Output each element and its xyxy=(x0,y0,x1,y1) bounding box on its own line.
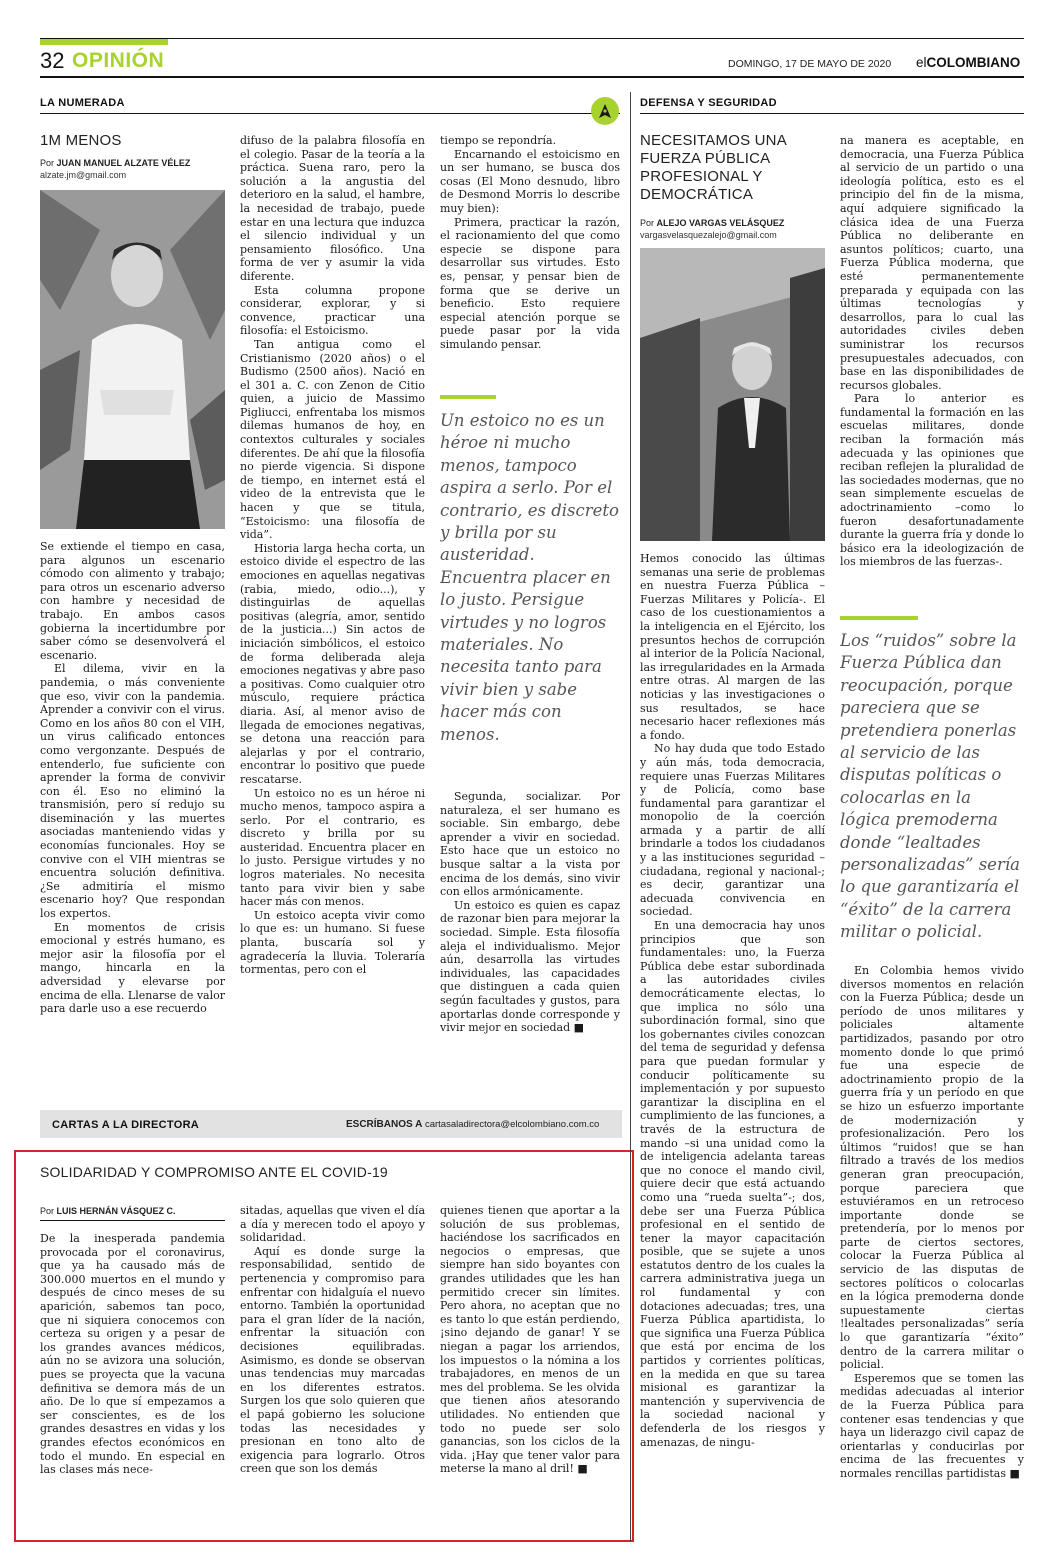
author-photo-alejo-vargas xyxy=(640,248,825,541)
letters-contact xyxy=(346,1119,599,1130)
letters-column-1 xyxy=(40,1232,225,1532)
letters-write-prefix: ESCRÍBANOS A xyxy=(346,1119,423,1130)
newspaper-logo xyxy=(916,55,1020,70)
letters-col1-para: De la inesperada pandemia provocada por el coronavirus, que ya ha causado más de 300.000 muertos en el mundo y después de cinco meses de su aparición, sabemos tan poco, que ni siquiera conocemos con certeza su origen y a pesar de los grandes avances médicos, aún no se avizora una solución, pues se proyecta que la vacuna definitiva se demora más de un año. De lo que sí empezamos a ser conscientes, es de los grandes desastres en vidas y los grandes efectos económicos en todo el mundo. En especial en las clases más nece- xyxy=(40,1232,225,1477)
author-photo-juan-manuel xyxy=(40,190,225,529)
article1-col1-para: En momentos de crisis emocional y estrés humano, es mejor asir la filosofía por el mango, hincarla en la adversidad y elevarse por encima de ella. Llenarse de valor para darle uso a ese recuerdo xyxy=(40,920,225,1016)
article2-col2-para: na manera es aceptable, en democracia, una Fuerza Pública al servicio de un partido o una ideología política, esto es el principio del fin de la misma, aquí adquiere significado la clásica idea de una Fuerza Pública no deliberante en asuntos políticos; cuarto, una Fuerza Pública moderna, que esté permanentemente preparada y equipada con las últimas tecnologías y desarrollos, para lo cual las autoridades civiles deben suministrar los recursos presupuestales adecuados, con base en las disponibilidades de recursos globales. xyxy=(840,134,1024,392)
article1-col2-para: Un estoico acepta vivir como lo que es: un humano. Si fuese planta, buscaría sol y agradecería la lluvia. Toleraría tormentas, pero con el xyxy=(240,908,425,977)
article1-pull-quote: Un estoico no es un héroe ni mucho menos, tampoco aspira a serlo. Por el contrario, es discreto y brilla por su austeridad. Encuentra placer en lo justo. Persigue virtudes y no logros materiales. No necesita tanto para vivir bien y sabe hacer más con menos. xyxy=(440,411,619,744)
byline-prefix: Por xyxy=(640,218,655,228)
byline-prefix: Por xyxy=(40,1206,55,1216)
article1-col3-para: tiempo se repondría. xyxy=(440,134,557,147)
section-title: OPINIÓN xyxy=(72,49,165,72)
article2-col1-para: Hemos conocido las últimas semanas una serie de problemas en nuestra Fuerza Pública –Fuerzas Militares y Policía-. El caso de los cuestionamientos a la inteligencia en el Ejército, los presuntos hechos de corrupción al interior de la Policía Nacional, las irregularidades en la Armada entre otras. Al margen de las noticias y las investigaciones o sus resultados, se hace necesario hacer reflexiones más a fondo. xyxy=(640,552,825,742)
byline-prefix: Por xyxy=(40,158,55,168)
letters-byline-rule xyxy=(40,1220,225,1221)
article1-col2-para: difuso de la palabra filosofía en el colegio. Pasar de la teoría a la práctica. Suena raro, pero la solución a la angustia del deterioro en la salud, el hambre, la necesidad de trabajo, puede estar en una lectura que induzca el silencio individual y un pensamiento filosófico. Una forma de ver y asumir la vida diferente. xyxy=(240,134,425,283)
article2-col2-para: En Colombia hemos vivido diversos momentos en relación con la Fuerza Pública; desde un período de unos militares y policiales altamente partidizados, pasando por otro momento donde lo que primó fue una especie de adoctrinamiento propio de la guerra fría y un período en que se hizo un esfuerzo importante de modernización y profesionalización. Pero los últimos “ruidos! que se han filtrado a través de los medios generan gran preocupación, porque pareciera que estuviéramos en un retroceso importante donde se pretendería, por lo menos por parte de ciertos sectores, colocar la Fuerza Pública al servicio de las disputas de sectores políticos o colocarlas en la lógica premoderna donde supuestamente ciertas !lealtades personalizadas” sería lo que garantizaría “éxito” dentro de la carrera militar o policial. xyxy=(840,964,1024,1372)
pull-quote-accent-bar xyxy=(840,616,918,620)
letters-author: LUIS HERNÁN VÁSQUEZ C. xyxy=(56,1206,176,1216)
section-rule-right xyxy=(640,113,1024,114)
letters-col2-para: Aquí es donde surge la responsabilidad, sentido de pertenencia y compromiso para enfrentar con hidalguía el nuevo entorno. También la oportunidad para el gran líder de la nación, enfrentar la situación con decisiones equilibradas. Asimismo, es donde se observan unas tendencias muy marcadas en los diferentes estratos. Surgen los que solo quieren que el papá gobierno les solucione todas las necesidades y presionan en tono alto de exigencia para lograrlo. Otros creen que son los demás xyxy=(240,1244,425,1476)
article2-email: vargasvelasquezalejo@gmail.com xyxy=(640,230,777,240)
article1-col3-para: Primera, practicar la razón, el racionamiento del que como especie se dispone para desarrollar sus virtudes. Esto es, pensar, y pensar bien de forma que se derive un beneficio. Esto requiere especial atención porque se puede pasar por la vida simulando pensar. xyxy=(440,215,620,351)
article1-col2-para: Historia larga hecha corta, un estoico divide el espectro de las emociones en aquellas negativas (rabia, miedo, odio...), y distinguirlas de aquellas positivas (alegría, amor, sentido de la justicia...) Sin actos de iniciación simbólicos, el estoico de forma deliberada aleja emociones negativas y abre paso a positivas. Como cualquier otro músculo, requiere práctica diaria. Así, al menor aviso de llegada de emociones negativas, se detona una reacción para alejarlas y por el contrario, encontrar lo positivo que puede rescatarse. xyxy=(240,541,425,786)
article1-col3-para: Un estoico es quien es capaz de razonar bien para mejorar la sociedad. Simple. Esta filosofía aleja el individualismo. Mejor aún, desarrolla las virtudes individuales, las capacidades que distinguen a cada quien según facultades y gustos, para aportarlas donde corresponde y vivir mejor en sociedad ■ xyxy=(440,898,620,1035)
article2-col1-para: En una democracia hay unos principios que son fundamentales: uno, la Fuerza Pública debe estar subordinada a las autoridades civiles democráticamente electas, lo que implica no sólo una subordinación formal, sino que los gobernantes civiles conozcan del tema de seguridad y defensa para que puedan formular y conducir políticamente su implementación y por supuesto garantizar la disciplina en el cumplimiento de las funciones, a través de la estructura de mando –si una unidad como la de inteligencia adelanta tareas que no conoce el mando civil, quiere decir que está actuando como una “rueda suelta”-; dos, debe ser una Fuerza Pública profesional en el sentido de tener la mayor capacitación posible, que se sujete a unos estatutos dentro de los cuales la carrera administrativa juega un rol fundamental y con dotaciones adecuadas; tres, una Fuerza Pública apartidista, lo que significa una Fuerza Pública que está por encima de los partidos y corrientes políticas, en la medida en que su tarea misional es garantizar la mantención y supervivencia de la sociedad nacional y defenderla de los riesgos y amenazas, de ningu- xyxy=(640,919,825,1449)
logo-main: COLOMBIANO xyxy=(926,55,1021,70)
page-number: 32 xyxy=(40,48,65,73)
article1-headline: 1M MENOS xyxy=(40,132,122,149)
article2-byline xyxy=(640,218,784,228)
letters-column-3 xyxy=(440,1204,620,1532)
logo-prefix: el xyxy=(916,55,927,70)
issue-date: DOMINGO, 17 DE MAYO DE 2020 xyxy=(728,58,892,70)
letters-section-label: CARTAS A LA DIRECTORA xyxy=(52,1119,200,1131)
article1-column-2 xyxy=(240,134,425,1095)
article2-column-2-bottom xyxy=(840,964,1024,1539)
article1-column-1 xyxy=(40,540,225,1095)
article2-headline: NECESITAMOS UNA FUERZA PÚBLICA PROFESIONAL Y DEMOCRÁTICA xyxy=(640,132,787,203)
masthead-rule xyxy=(40,76,1024,78)
column-divider xyxy=(630,92,631,1542)
article1-col1-para: El dilema, vivir en la pandemia, o más conveniente que eso, vivir con la pandemia. Aprender a convivir con el virus. Como en los años 80 con el VIH, un virus calificado entonces como vergonzante. Después de entenderlo, fue suficiente con aprender la forma de convivir con él. Eso no eliminó la transmisión, pero sí redujo su diseminación y las muertes asociadas manteniendo vidas y economías funcionales. Hoy se convive con el VIH mientras se encuentra solución definitiva. ¿Se admitiría el mismo escenario hoy? Que respondan los expertos. xyxy=(40,662,225,921)
article2-pull-quote: Los “ruidos” sobre la Fuerza Pública dan reocupación, porque pareciera que se pretendiera ponerlas al servicio de las disputas políticas o colocarlas en la lógica premoderna donde “lealtades personalizadas” sería lo que garantizaría el “éxito” de la carrera militar o policial. xyxy=(840,631,1020,942)
letters-column-2 xyxy=(240,1204,425,1532)
article1-col2-para: Tan antigua como el Cristianismo (2020 años) o el Budismo (2500 años). Nació en el 301 a. C. con Zenon de Citio quien, a juicio de Massimo Pigliucci, enfrentaba los mismos dilemas humanos de hoy, en contextos culturales y sociales diferentes. De ahí que la filosofía no pierde vigencia. Si dispone de tiempo, en internet está el video de la entrevista que le hacen y que se titula, “Estoicismo: una filosofía de vida”. xyxy=(240,337,425,542)
pull-quote-accent-bar xyxy=(440,395,496,399)
article1-col2-para: Esta columna propone considerar, explorar, y si convence, practicar una filosofía: el Estoicismo. xyxy=(240,283,425,338)
section-rule-left xyxy=(40,113,620,114)
letters-col3-para: quienes tienen que aportar a la solución de sus problemas, haciéndose los sacrificados en negocios o empresas, que siempre han sido boyantes con grandes utilidades que les han permitido crecer sin límites. Pero ahora, no aceptan que no es tanto lo que están perdiendo, ¡sino dejando de ganar! Y se niegan a pagar los arriendos, los impuestos o la nómina a los trabajadores, en menos de un mes del problema. Se les olvida que tienen años atesorando utilidades. No entienden que todo no puede ser solo ganancias, son los ciclos de la vida. ¡Hay que tener valor para meterse la mano al dril! ■ xyxy=(440,1204,620,1476)
article1-column-3-bottom xyxy=(440,790,620,1095)
article2-column-1 xyxy=(640,552,825,1537)
article1-author: JUAN MANUEL ALZATE VÉLEZ xyxy=(56,158,191,168)
pen-nib-icon xyxy=(590,96,620,126)
article1-col1-para: Se extiende el tiempo en casa, para algunos un escenario cómodo con alimento y trabajo; para otros un escenario adverso con hambre y necesidad de trabajo. En ambos casos gobierna la incertidumbre por saber cómo se desenvolverá el escenario. xyxy=(40,540,225,662)
article2-col2-para: Esperemos que se tomen las medidas adecuadas al interior de la Fuerza Pública para contener esas tendencias y que haya un liderazgo civil capaz de orientarlas y conducirlas por encima de las frecuentes y normales rencillas partidistas ■ xyxy=(840,1371,1024,1480)
article2-author: ALEJO VARGAS VELÁSQUEZ xyxy=(656,218,785,228)
article2-col2-para: Para lo anterior es fundamental la formación en las escuelas militares, donde reciban la formación más adecuada y las opiniones que reciban reflejen la pluralidad de las sociedades modernas, que no sean simplemente escuelas de adoctrinamiento –como lo fueron desafortunadamente durante la guerra fría y donde lo básico era la ideologización de los miembros de las fuerzas-. xyxy=(840,392,1024,569)
article1-col2-para: Un estoico no es un héroe ni mucho menos, tampoco aspira a serlo. Por el contrario, es discreto y brilla por su austeridad. Encuentra placer en lo justo. Persigue virtudes y no logros materiales. No necesita tanto para vivir bien y sabe hacer más con menos. xyxy=(240,786,425,909)
letters-headline: SOLIDARIDAD Y COMPROMISO ANTE EL COVID-19 xyxy=(40,1164,388,1180)
section-label-defensa: DEFENSA Y SEGURIDAD xyxy=(640,97,777,109)
article2-column-2-top xyxy=(840,134,1024,596)
article1-email: alzate.jm@gmail.com xyxy=(40,170,127,180)
article1-byline xyxy=(40,158,190,168)
letters-col2-para: sitadas, aquellas que viven el día a día y merecen todo el apoyo y solidaridad. xyxy=(240,1204,425,1245)
letters-email-link[interactable]: cartasaladirectora@elcolombiano.com.co xyxy=(424,1119,600,1130)
top-rule xyxy=(40,38,1024,39)
section-label-la-numerada: LA NUMERADA xyxy=(40,97,125,109)
article1-col3-para: Segunda, socializar. Por naturaleza, el ser humano es sociable. Sin embargo, debe aprender a vivir en sociedad. Esto hace que un estoico no busque saltar a la vista por encima de los demás, sino vivir con ellos armónicamente. xyxy=(440,790,620,899)
letters-byline xyxy=(40,1206,176,1216)
section-accent-bar xyxy=(40,39,168,45)
article1-column-3-top xyxy=(440,134,620,374)
article2-col1-para: No hay duda que todo Estado y aún más, toda democracia, requiere unas Fuerzas Militares y de Policía, como base fundamental para garantizar el monopolio de la coerción armada y a partir de allí brindarle a todos los ciudadanos y a las instituciones seguridad –ciudadana, regional y nacional-; es decir, garantizar una adecuada convivencia en sociedad. xyxy=(640,742,825,919)
article1-col3-para: Encarnando el estoicismo en un ser humano, se busca dos cosas (El Mono desnudo, libro de Desmond Morris lo describe muy bien): xyxy=(440,147,620,215)
